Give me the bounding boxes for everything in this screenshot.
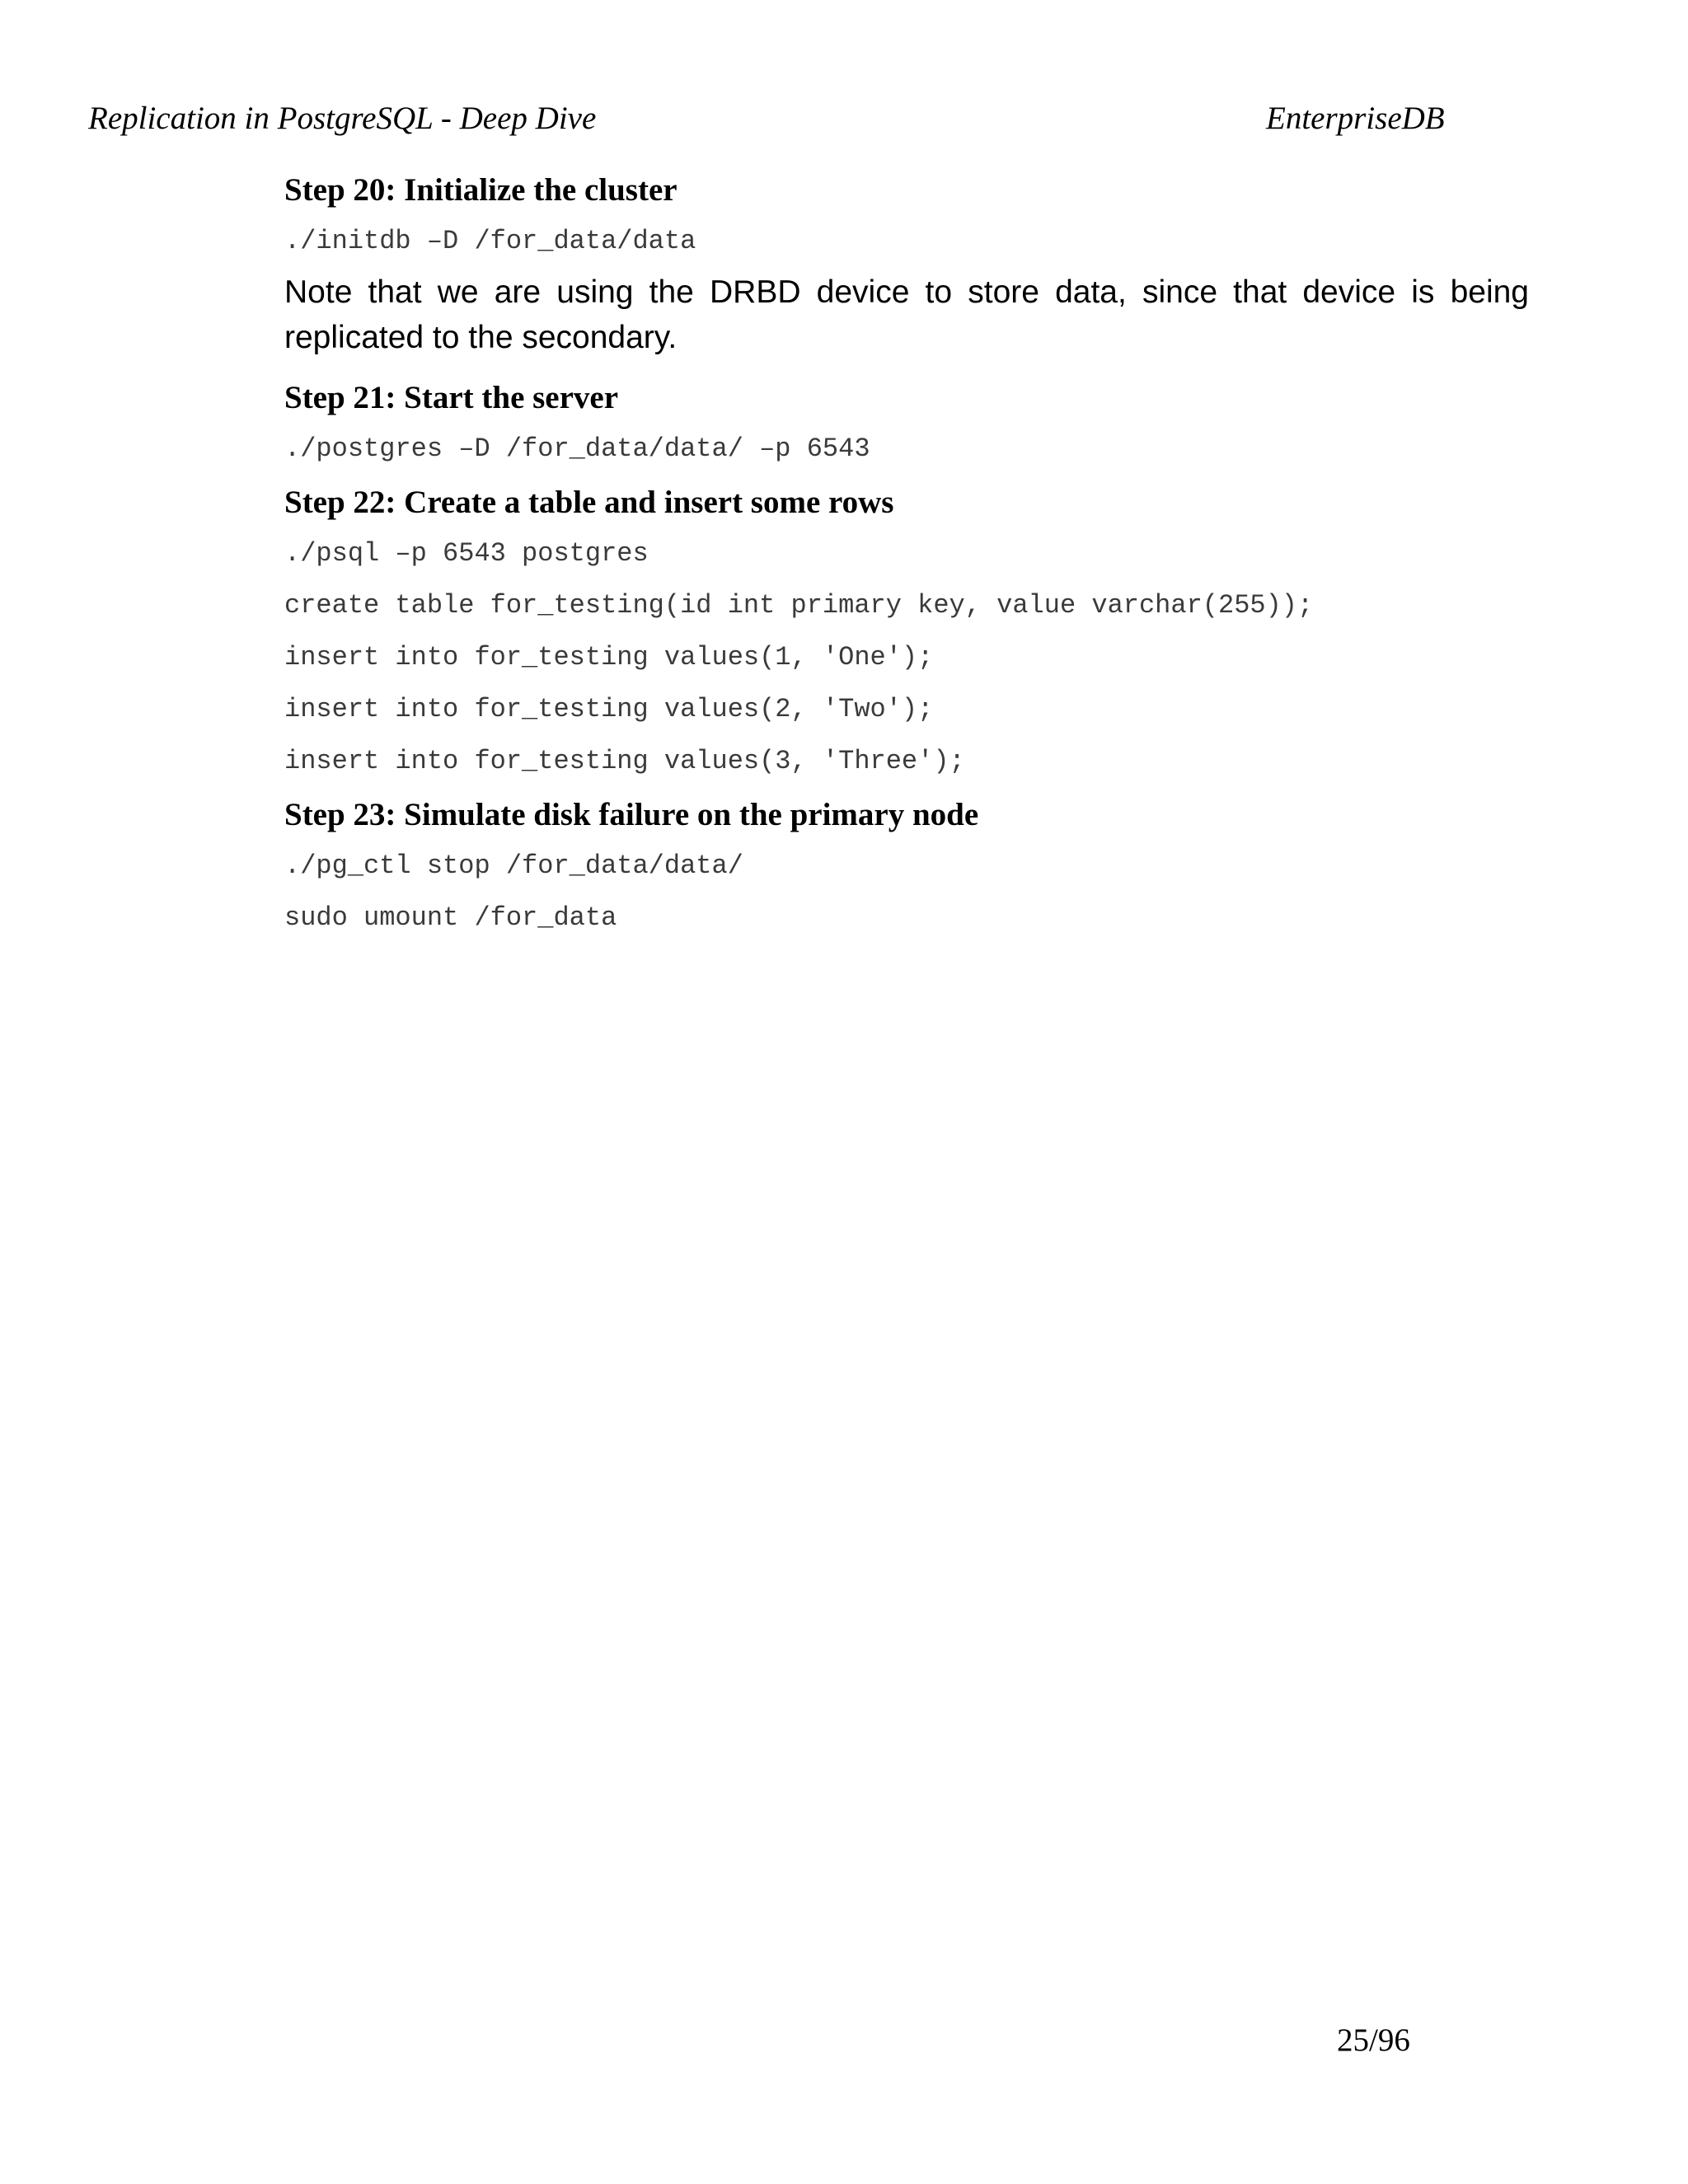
note-paragraph: Note that we are using the DRBD device to store data, since that device is being replicated to the secondary.	[284, 274, 1529, 355]
code-line: insert into for_testing values(2, 'Two');	[284, 694, 934, 724]
code-line: ./pg_ctl stop /for_data/data/	[284, 851, 743, 881]
code-line: insert into for_testing values(1, 'One');	[284, 642, 934, 673]
code-line: create table for_testing(id int primary key, value varchar(255));	[284, 590, 1314, 621]
step-heading: Step 20: Initialize the cluster	[284, 172, 678, 208]
code-line: ./psql –p 6543 postgres	[284, 538, 649, 569]
page-number: 25/96	[1337, 2022, 1410, 2058]
running-header-title: Replication in PostgreSQL - Deep Dive	[88, 101, 597, 136]
step-heading: Step 22: Create a table and insert some rows	[284, 485, 894, 520]
code-line: insert into for_testing values(3, 'Three');	[284, 746, 965, 776]
code-line: ./initdb –D /for_data/data	[284, 226, 696, 256]
step-heading: Step 21: Start the server	[284, 380, 619, 415]
step-heading: Step 23: Simulate disk failure on the primary node	[284, 797, 979, 832]
page-content	[284, 169, 1529, 935]
running-header-company: EnterpriseDB	[1266, 101, 1445, 136]
code-line: ./postgres –D /for_data/data/ –p 6543	[284, 434, 870, 464]
code-line: sudo umount /for_data	[284, 902, 617, 933]
